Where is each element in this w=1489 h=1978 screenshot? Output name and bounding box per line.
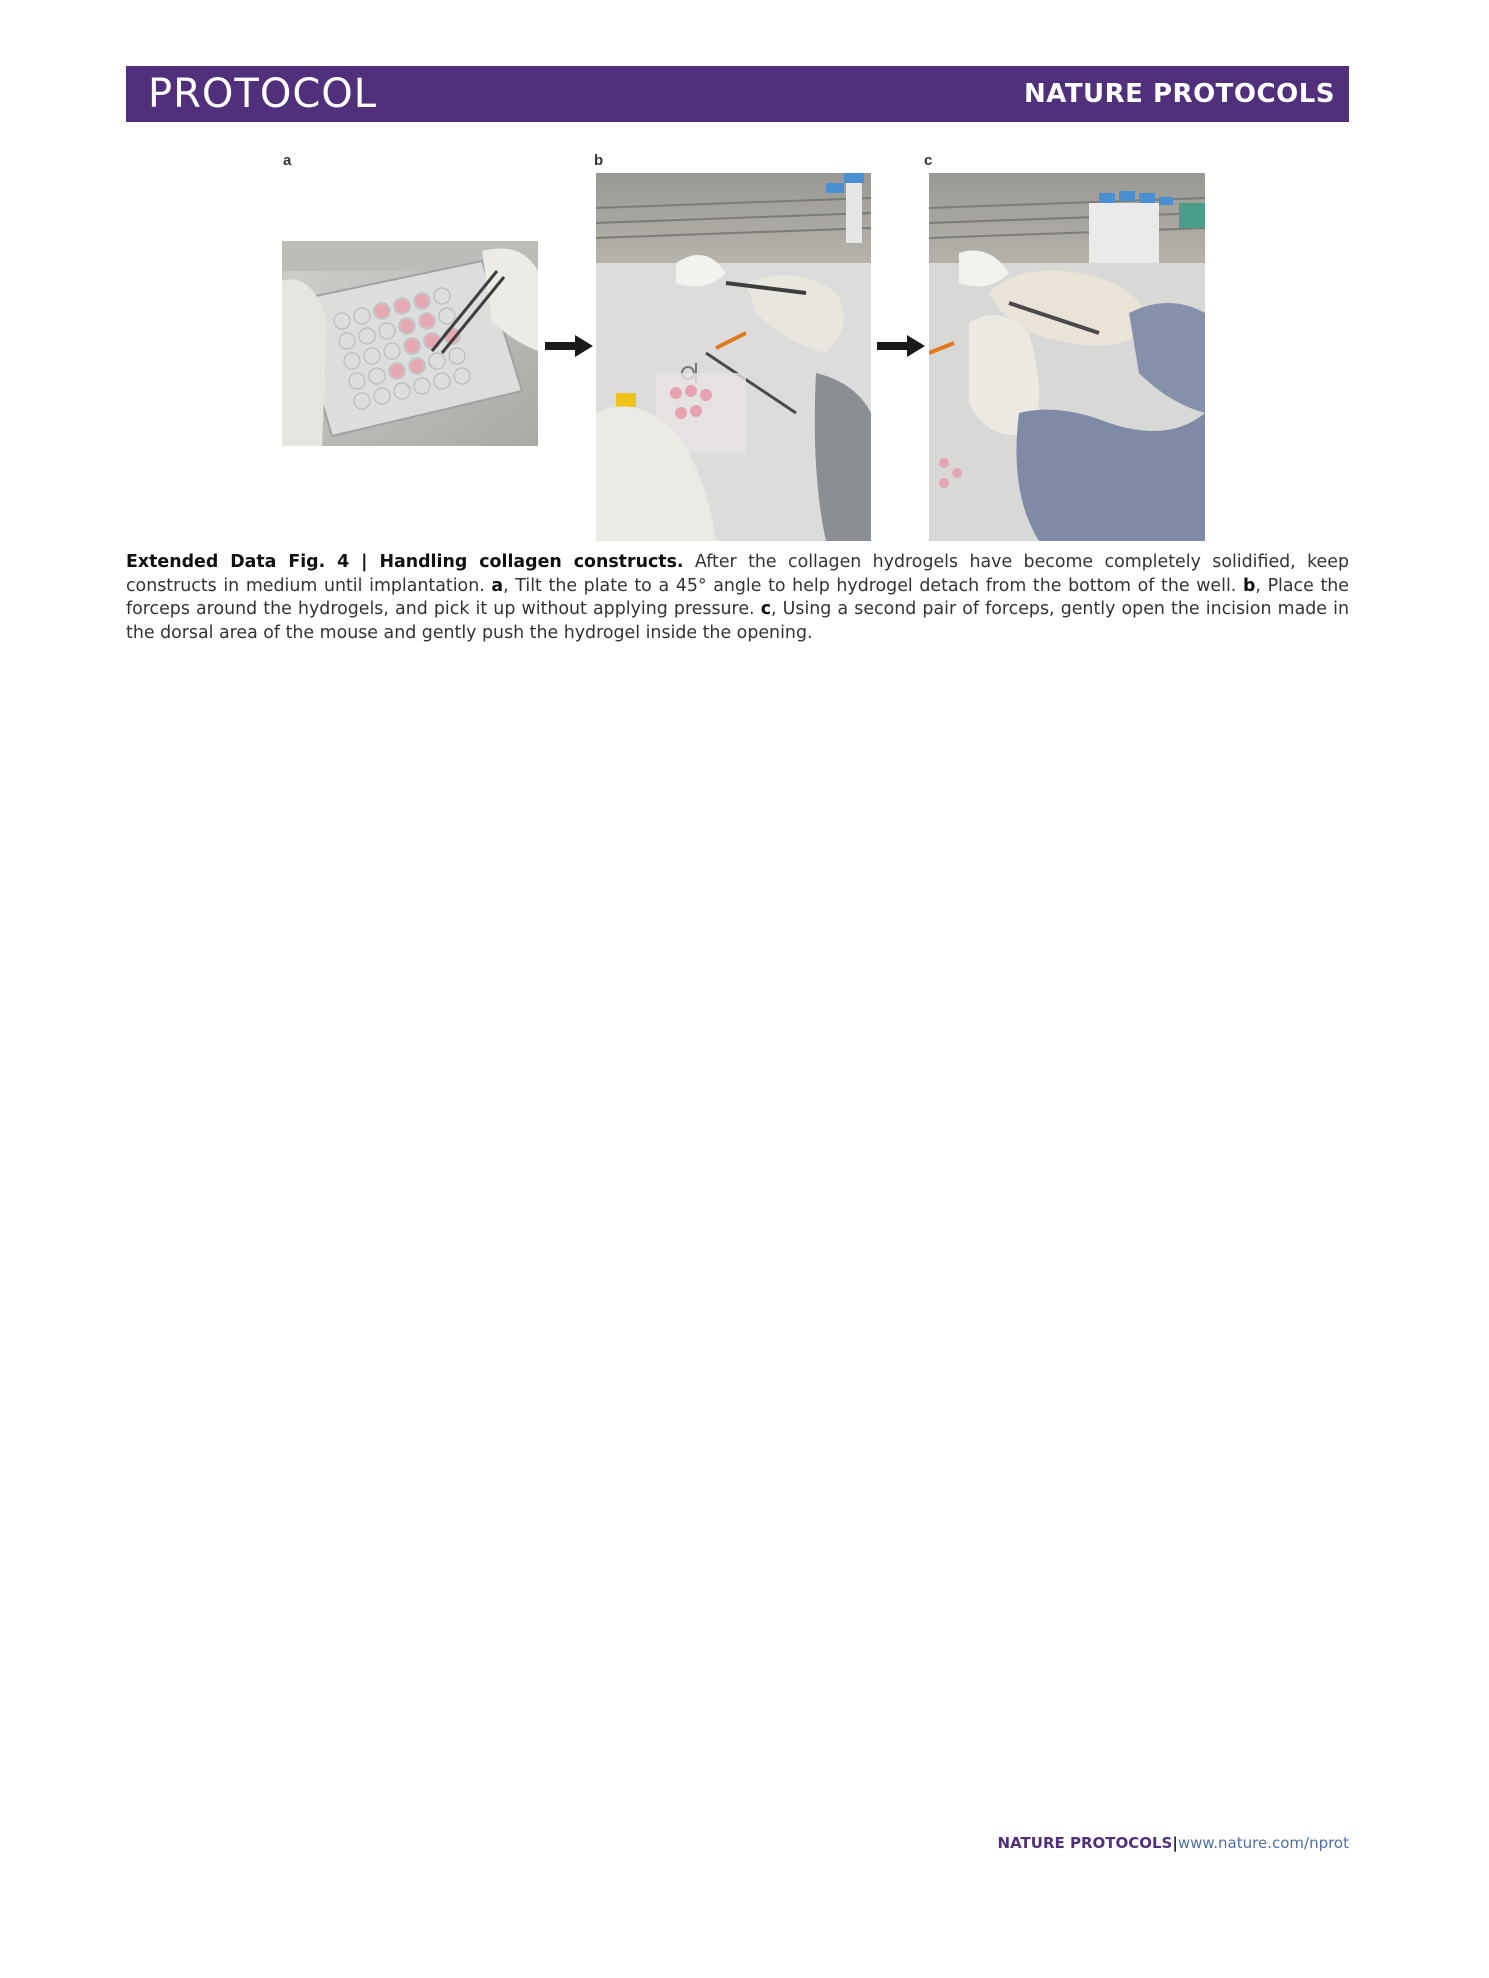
footer-separator: | (1172, 1834, 1178, 1852)
caption-label-a: a (491, 575, 504, 596)
caption-label-b: b (1242, 575, 1256, 596)
arrow-right-icon (545, 335, 593, 357)
photo-b-image (596, 173, 871, 541)
caption-title: Extended Data Fig. 4 | Handling collagen constructs. (126, 552, 684, 572)
panel-label-c: c (924, 152, 933, 169)
photo-c-image (929, 173, 1205, 541)
page-footer (998, 1834, 1349, 1852)
caption-text-b: , Place the forceps around the hydrogels, and pick it up without applying pressure. (126, 575, 1349, 619)
panel-label-b: b (594, 152, 604, 169)
caption-text-a: , Tilt the plate to a 45° angle to help hydrogel detach from the bottom of the well. (503, 575, 1243, 596)
arrow-right-icon (877, 335, 925, 357)
photo-a (282, 241, 538, 446)
photo-b (596, 173, 871, 541)
figure-caption (126, 551, 1349, 645)
photo-c (929, 173, 1205, 541)
panel-label-a: a (283, 152, 292, 169)
journal-title: NATURE PROTOCOLS (1023, 79, 1335, 109)
footer-url-link[interactable]: www.nature.com/nprot (1177, 1834, 1349, 1852)
caption-text-c: , Using a second pair of forceps, gently open the incision made in the dorsal area of the mouse and gently push the hydrogel inside the opening. (126, 599, 1349, 643)
section-title: PROTOCOL (148, 71, 378, 117)
footer-journal: NATURE PROTOCOLS (997, 1834, 1173, 1852)
photo-a-image (282, 241, 538, 446)
page-header (126, 66, 1349, 122)
caption-intro: After the collagen hydrogels have become completely solidified, keep constructs in medium until implantation. (126, 552, 1349, 596)
caption-label-c: c (760, 599, 771, 619)
